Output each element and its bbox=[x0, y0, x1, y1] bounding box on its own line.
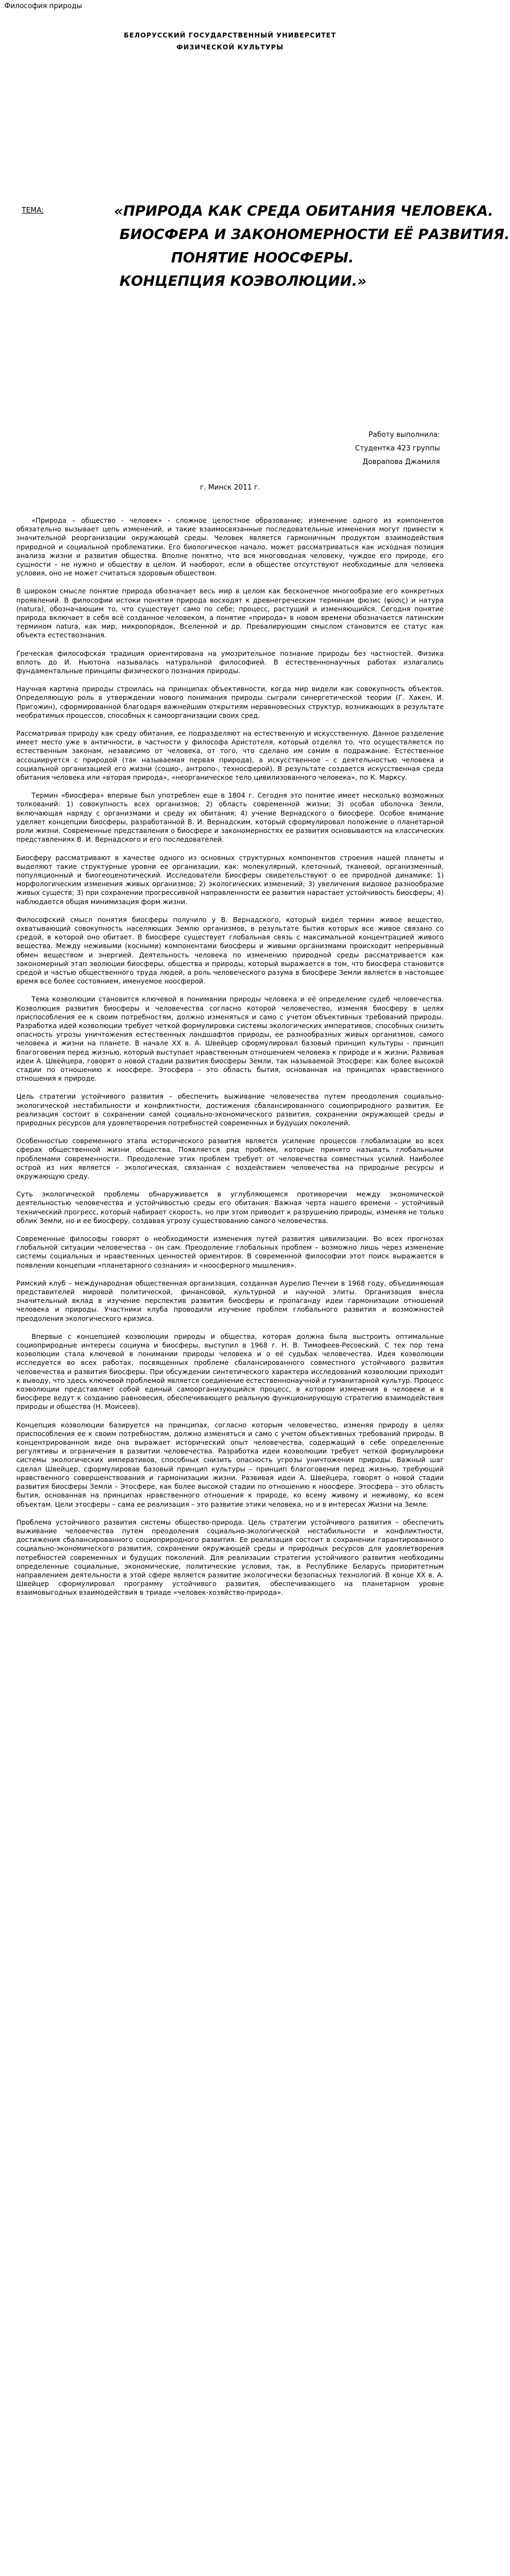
paragraph: В широком смысле понятие природа обозначает весь мир в целом как бесконечное многообразие его конкретных проявлений. В философии истоки понятия природа восходят к древнегреческим терминам фюзис (φύσις) и натура (natura), обозначающим то, что существует само по себе; процесс, растущий и изменяющийся. Сегодня понятие природа включает в себя всё созданное человеком, а понятие «природа» в новом времени обозначается латинским термином natura, как мир, микропорядок, Вселенной и др. Превалирующим смыслом становится ее статус как объекта естествознания. bbox=[16, 587, 444, 640]
paragraph: Рассматривая природу как среду обитания, ее подразделяют на естественную и искусственную. Данное разделение имеет место уже в античности, в частности у философа Аристотеля, который отделял то, что осуществляется по естественным законам, независимо от человека, от того, что сделано им самим в подражание. Естественное ассоциируется с природой (так называемая первая природа), а искусственное – с деятельностью человека и социальной организацией его жизни (социо-, антропо-, техносферой). В результате создается искусственная среда обитания человека или «вторая природа», «неорганическое тело цивилизованного человека», по К. Марксу. bbox=[16, 729, 444, 782]
paragraph: «Природа – общество - человек» - сложное целостное образование; изменение одного из компонентов обязательно вызывает цепь изменений, и такие взаимосвязанные последовательные изменения могут привести к значительной реорганизации окружающей среды. Человек является гармоничным продуктом взаимодействия природной и социальной проблематики. Его биологическое начало, может рассматриваться как исходная позиция анализа жизни и развития общества. Вполне понятно, что вся многоводная человеку, чуждое его природе, его сущности – не нужно и обществу в целом. И наоборот, если в обществе отсутствуют необходимые для человека условия, оно не может считаться здоровым обществом. bbox=[16, 516, 444, 578]
theme-line: КОНЦЕПЦИЯ КОЭВОЛЮЦИИ.» bbox=[119, 273, 367, 290]
paragraph: Концепция коэволюции базируется на принципах, согласно которым человечество, изменяя природу в целях приспособления ее к своим потребностям, должно изменяться и само с учетом объективных требований природы. В концентрированном виде она выражает исторический опыт человечества, содержащий в себе определенные регулятивы и ограничения в развитии человечества. Разработка идеи коэволюции требует четкой формулировки системы экологических императивов, способных снизить опасность угрозы уничтожения природы. Важный шаг сделал Швейцер, сформулировав базовый принцип культуры – принцип благоговения перед жизнью, требующий нравственного совершенствования и гармонизации жизни. Развивая идеи А. Швейцера, говорят о новой стадии развития биосферы Земли – Этосфере, как более высокой стадии по отношению к ноосфере. Этосфера – это область бытия, основанная на принципах нравственного отношения к природе, ко всему живому и неживому, ко всем объектам. Цели этосферы – сама ее реализация – это развитие этики человека, но и в интересах Жизни на Земле. bbox=[16, 1420, 444, 1508]
theme-line: БИОСФЕРА И ЗАКОНОМЕРНОСТИ ЕЁ РАЗВИТИЯ. bbox=[119, 227, 510, 243]
theme-title bbox=[114, 200, 510, 293]
author-group: Студентка 423 группы bbox=[355, 444, 440, 453]
paragraph: Биосферу рассматривают в качестве одного из основных структурных компонентов строения нашей планеты и выделяют такие структурные уровни ее организации, как: молекулярный, клеточный, тканевой, организменный, популяционный и биогеоценотический. Исследователи Биосферы свидетельствуют о ее природной динамике: 1) морфологическим изменения живых организмов; 2) экологических изменений; 3) увеличения видовое разнообразие живых существ; 3) при сохранении прогрессивной направленности ее развития нарастает устойчивость биосферы; 4) наблюдается общая минимизация форм жизни. bbox=[16, 853, 444, 906]
paragraph: Греческая философская традиция ориентирована на умозрительное познание природы без частностей. Физика вплоть до И. Ньютона называлась натуральной философией. В естественнонаучных работах излагались фундаментальные принципы физического познания природы. bbox=[16, 649, 444, 675]
theme-line: ПОНЯТИЕ НООСФЕРЫ. bbox=[171, 250, 354, 266]
paragraph: Римский клуб – международная общественная организация, созданная Аурелио Печчеи в 1968 году, объединяющая представителей мировой политической, финансовой, культурной и научной элиты. Организация внесла значительный вклад в изучение перспектив развития биосферы и пропаганду идеи гармонизации отношений человека и природы. Участники клуба проводили изучение проблем глобального развития и возможностей преодоления экологического кризиса. bbox=[16, 1278, 444, 1323]
paragraph: Тема коэволюции становится ключевой в понимании природы человека и её определение судеб человечества. Коэволюция развития биосферы и человечества согласно которой человечество, изменяя биосферу в целях приспособления ее к своим потребностям, должно изменяться и само с учетом объективных требований природы. Разработка идей коэволюции требует четкой формулировки системы экологических императивов, способных снизить опасность угрозы уничтожения естественных ландшафтов природы, ее разнообразных живых организмов, самого человека и жизни на планете. В начале XX в. А. Швейцер сформулировал базовый принцип культуры - принцип благоговения перед жизнью, который выступает нравственным отношением человека к природе и к жизни. Развивая идеи А. Швейцера, говорят о новой стадии развития биосферы Земли, так называемой Этосфере: как более высокой стадии по отношению к ноосфере. Этосфера - это область бытия, основанная на принципах нравственного отношения к природе. bbox=[16, 995, 444, 1083]
author-caption: Работу выполнила: bbox=[368, 431, 440, 439]
faculty-name: ФИЗИЧЕСКОЙ КУЛЬТУРЫ bbox=[176, 43, 284, 51]
paragraph: Философский смысл понятия биосферы получило у В. Вернадского, который видел термин живое вещество, охватывающий совокупность населяющих Землю организмов, в результате бытия которых все живое связано со средой, в которой оно обитает. В биосфере существует глобальная связь с максимальной концентрацией живого вещества. Между неживыми (косными) компонентами биосферы и живыми организмами происходит непрерывный обмен веществом и энергией. Деятельность человека по изменению природной среды рассматривается как закономерный этап эволюции биосферы, общества и природы, который выражается в том, что биосфера становится средой и частью общественного труда людей, а роль человеческого разума в биосфере Земли является в настоящее время все более состоянием, именуемое ноосферой. bbox=[16, 915, 444, 986]
theme-label: ТЕМА: bbox=[22, 206, 44, 215]
university-name: БЕЛОРУССКИЙ ГОСУДАРСТВЕННЫЙ УНИВЕРСИТЕТ bbox=[124, 32, 336, 39]
paragraph: Впервые с концепцией коэволюции природы и общества, которая должна была выстроить оптимальные социоприродные интересы социума и биосферы, выступил в 1968 г. Н. В. Тимофеев-Ресовский. С тех пор тема коэволюции стала ключевой в понимании природы человека и о её судьбах человечества. Идея коэволюции исследуется во всех работах, посвященных проблеме сбалансированного совместного устойчивого развития человечества и развития биосферы. При обсуждении синтетического характера исследований коэволюции приходит к выводу, что здесь ключевой проблемой является соединение естественнонаучной и гуманитарной культур. Процесс коэволюции представляет собой единый самоорганизующийся процесс, в котором изменения в человеке и в биосфере ведут к созданию равновесия, обеспечивающего реальную функционирующую стратегию взаимодействия природы и общества (Н. Моисеев). bbox=[16, 1332, 444, 1411]
paragraph: Суть экологической проблемы обнаруживается в углубляющемся противоречии между экономической деятельностью человечества и устойчивостью среды его обитания. Важная черта нашего времени – устойчивый технический прогресс, который набирает скорость, но при этом приводит к разрушению природы, изменяя не только облик Земли, но и ее биосферу, создавая угрозу существованию самого человечества. bbox=[16, 1190, 444, 1225]
city-year: г. Минск 2011 г. bbox=[200, 484, 260, 492]
paragraph: Цель стратегии устойчивого развития – обеспечить выживание человечества путем преодоления социально-экологической нестабильности и конфликтности, достижения сбалансированного социоприродного развития. Ее реализация состоит в сохранении самой социально-экономического развития, сохранении окружающей среды и природных ресурсов для удовлетворения потребностей современных и будущих поколений. bbox=[16, 1092, 444, 1127]
body-text bbox=[16, 516, 444, 1607]
paragraph: Научная картина природы строилась на принципах объективности, когда мир видели как совокупность объектов. Определяющую роль в утверждении нового понимания природы сыграли синергетической теории (Г. Хакен, И. Пригожин), сформированной благодаря важнейшим открытиям неравновесных структур, возникающих в результате необратимых процессов, способных к самоорганизации своих сред. bbox=[16, 685, 444, 719]
author-name: Доврапова Джамиля bbox=[362, 458, 440, 466]
paragraph: Особенностью современного этапа исторического развития является усиление процессов глобализации во всех сферах общественной жизни общества. Появляется ряд проблем, которые принято называть глобальными проблемами современности.. Преодоление этих проблем требует от человечества совместных усилий. Наиболее острой из них является – экологическая, связанная с воздействием человечества на природные ресурсы и окружающую среду. bbox=[16, 1137, 444, 1180]
theme-line: «ПРИРОДА КАК СРЕДА ОБИТАНИЯ ЧЕЛОВЕКА. bbox=[114, 203, 494, 220]
document-title: Философия природы bbox=[4, 2, 83, 10]
author-block bbox=[228, 428, 440, 469]
paragraph: Проблема устойчивого развития системы общество-природа. Цель стратегии устойчивого развития – обеспечить выживание человечества путем преодоления социально-экологической нестабильности и конфликтности, достижения сбалансированного социоприродного развития. Ее реализация состоит в сохранении гарантированного социально-экономического развития, сохранении окружающей среды и природных ресурсов для удовлетворения потребностей современных и будущих поколений. Для реализации стратегии устойчивого развития необходимы определенные социальные, экономические, политические условия, так, в Республике Беларусь приоритетным направлением деятельности в этой сфере является развитие экологически безопасных технологий. В конце XX в. А. Швейцер сформулировал программу устойчивого развития, обеспечивающего на планетарном уровне взаимовыгодных взаимодействия в триаде «человек-хозяйство-природа». bbox=[16, 1518, 444, 1597]
paragraph: Термин «биосфера» впервые был употреблен еще в 1804 г. Сегодня это понятие имеет несколько возможных толкований: 1) совокупность всех организмов; 2) область современной жизни; 3) особая оболочка Земли, включающая наряду с организмами и среду их обитания; 4) учение Вернадского о биосфере. Особое внимание уделяет концепции биосферы, разработанной В. И. Вернадским, который сформулировал положение о планетарной роли жизни. Современные представления о биосфере и закономерностях ее развития основываются на классических представлениях В. И. Вернадского и его последователей. bbox=[16, 791, 444, 844]
paragraph: Современные философы говорят о необходимости изменения путей развития цивилизации. Во всех прогнозах глобальной ситуации человечества – он сам. Преодоление глобальных проблем – возможно лишь через изменение системы социальных и нравственных ценностей ориентиров. В современной философии этот поиск выражается в появлении концепции «планетарного сознания» и «ноосферного мышления». bbox=[16, 1234, 444, 1269]
